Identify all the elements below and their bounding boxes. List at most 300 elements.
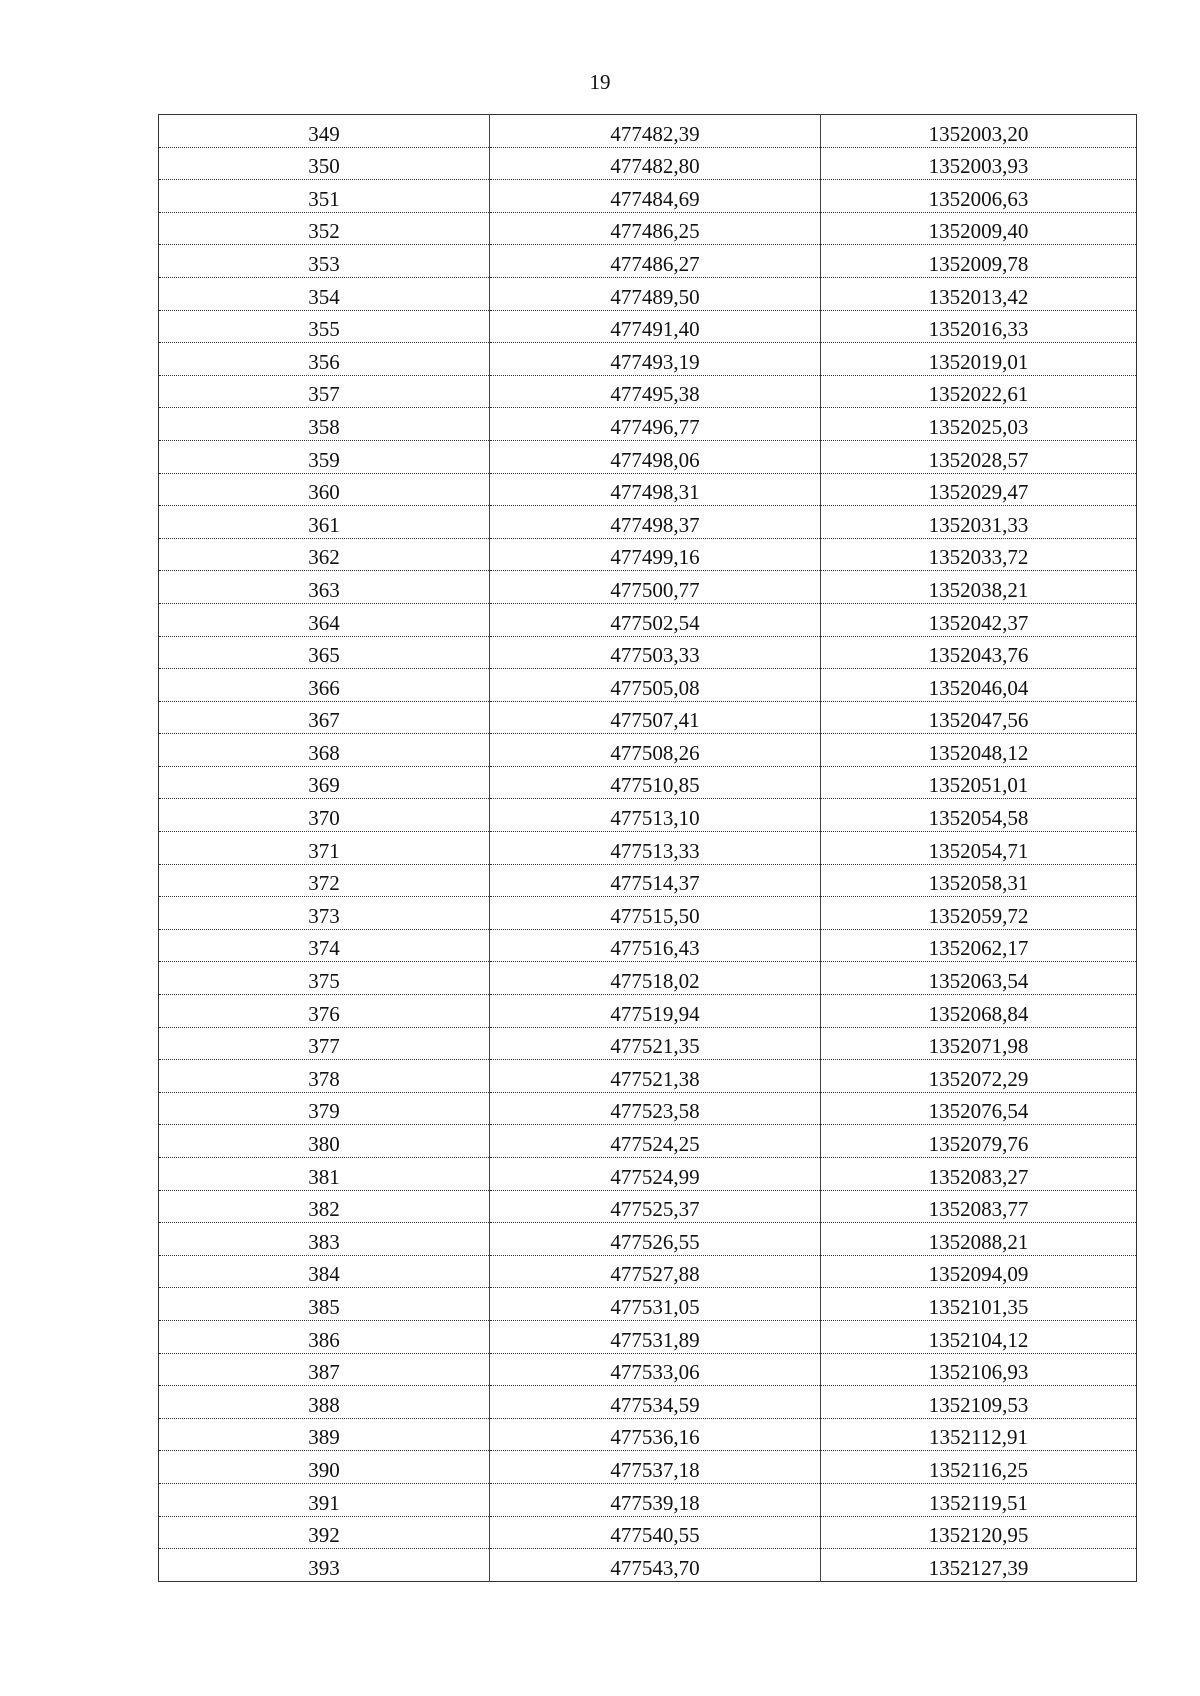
y-coordinate-cell: [821, 995, 1137, 1028]
x-coordinate-text: 477507,41: [610, 708, 700, 733]
point-number-cell: [159, 1223, 490, 1256]
table-row: [159, 343, 1137, 376]
y-coordinate-cell: [821, 1125, 1137, 1158]
y-coordinate-cell: [821, 1483, 1137, 1516]
y-coordinate-cell: [821, 310, 1137, 343]
point-number-cell: [159, 1190, 490, 1223]
point-number-text: 362: [308, 545, 340, 570]
table-row: [159, 1190, 1137, 1223]
point-number-text: 366: [308, 675, 340, 700]
point-number-cell: [159, 636, 490, 669]
coordinates-table-body: [159, 115, 1137, 1582]
point-number-cell: [159, 1320, 490, 1353]
x-coordinate-cell: [490, 408, 821, 441]
y-coordinate-text: 1352116,25: [929, 1457, 1028, 1482]
y-coordinate-cell: [821, 766, 1137, 799]
y-coordinate-cell: [821, 832, 1137, 865]
table-row: [159, 375, 1137, 408]
x-coordinate-cell: [490, 1223, 821, 1256]
y-coordinate-cell: [821, 375, 1137, 408]
y-coordinate-text: 1352009,78: [928, 251, 1029, 276]
point-number-text: 388: [308, 1392, 340, 1417]
table-row: [159, 1483, 1137, 1516]
point-number-text: 390: [308, 1457, 340, 1482]
x-coordinate-text: 477537,18: [610, 1457, 700, 1482]
x-coordinate-text: 477536,16: [610, 1425, 700, 1450]
x-coordinate-cell: [490, 343, 821, 376]
point-number-cell: [159, 212, 490, 245]
table-row: [159, 799, 1137, 832]
y-coordinate-text: 1352062,17: [928, 936, 1029, 961]
x-coordinate-text: 477508,26: [610, 740, 700, 765]
x-coordinate-text: 477496,77: [610, 414, 700, 439]
x-coordinate-cell: [490, 245, 821, 278]
x-coordinate-cell: [490, 212, 821, 245]
point-number-text: 363: [308, 577, 340, 602]
x-coordinate-cell: [490, 929, 821, 962]
point-number-cell: [159, 799, 490, 832]
y-coordinate-text: 1352106,93: [928, 1360, 1029, 1385]
point-number-cell: [159, 897, 490, 930]
x-coordinate-cell: [490, 669, 821, 702]
x-coordinate-cell: [490, 832, 821, 865]
point-number-cell: [159, 506, 490, 539]
y-coordinate-cell: [821, 929, 1137, 962]
point-number-text: 350: [308, 154, 340, 179]
table-row: [159, 1060, 1137, 1093]
point-number-text: 391: [308, 1490, 340, 1515]
y-coordinate-cell: [821, 245, 1137, 278]
y-coordinate-cell: [821, 669, 1137, 702]
y-coordinate-cell: [821, 1386, 1137, 1419]
point-number-cell: [159, 962, 490, 995]
y-coordinate-text: 1352054,58: [928, 806, 1029, 831]
y-coordinate-cell: [821, 1549, 1137, 1582]
y-coordinate-cell: [821, 440, 1137, 473]
x-coordinate-text: 477521,35: [610, 1034, 700, 1059]
x-coordinate-cell: [490, 636, 821, 669]
point-number-text: 379: [308, 1099, 340, 1124]
x-coordinate-cell: [490, 1190, 821, 1223]
y-coordinate-cell: [821, 897, 1137, 930]
y-coordinate-text: 1352019,01: [928, 349, 1029, 374]
x-coordinate-cell: [490, 1320, 821, 1353]
y-coordinate-text: 1352054,71: [928, 838, 1029, 863]
x-coordinate-cell: [490, 766, 821, 799]
y-coordinate-text: 1352068,84: [928, 1001, 1029, 1026]
point-number-text: 354: [308, 284, 340, 309]
x-coordinate-cell: [490, 310, 821, 343]
point-number-cell: [159, 538, 490, 571]
point-number-cell: [159, 929, 490, 962]
y-coordinate-text: 1352009,40: [928, 219, 1029, 244]
y-coordinate-text: 1352022,61: [928, 382, 1029, 407]
page-number: 19: [589, 70, 611, 94]
table-row: [159, 440, 1137, 473]
x-coordinate-text: 477500,77: [610, 577, 700, 602]
point-number-text: 376: [308, 1001, 340, 1026]
x-coordinate-text: 477523,58: [610, 1099, 700, 1124]
table-row: [159, 212, 1137, 245]
table-row: [159, 1288, 1137, 1321]
table-row: [159, 506, 1137, 539]
x-coordinate-cell: [490, 1353, 821, 1386]
point-number-cell: [159, 1386, 490, 1419]
x-coordinate-cell: [490, 375, 821, 408]
x-coordinate-text: 477486,25: [610, 219, 700, 244]
y-coordinate-text: 1352101,35: [928, 1294, 1029, 1319]
point-number-text: 370: [308, 806, 340, 831]
y-coordinate-cell: [821, 701, 1137, 734]
y-coordinate-text: 1352104,12: [928, 1327, 1029, 1352]
point-number-cell: [159, 180, 490, 213]
y-coordinate-text: 1352119,51: [929, 1490, 1028, 1515]
table-row: [159, 1255, 1137, 1288]
y-coordinate-cell: [821, 180, 1137, 213]
x-coordinate-cell: [490, 864, 821, 897]
table-row: [159, 1386, 1137, 1419]
x-coordinate-text: 477521,38: [610, 1066, 700, 1091]
point-number-text: 378: [308, 1066, 340, 1091]
y-coordinate-cell: [821, 147, 1137, 180]
y-coordinate-text: 1352076,54: [928, 1099, 1029, 1124]
x-coordinate-text: 477534,59: [610, 1392, 700, 1417]
point-number-cell: [159, 277, 490, 310]
point-number-cell: [159, 603, 490, 636]
table-row: [159, 408, 1137, 441]
x-coordinate-cell: [490, 1288, 821, 1321]
point-number-cell: [159, 473, 490, 506]
point-number-text: 393: [308, 1555, 340, 1580]
x-coordinate-text: 477484,69: [610, 186, 700, 211]
point-number-cell: [159, 864, 490, 897]
x-coordinate-cell: [490, 799, 821, 832]
point-number-text: 359: [308, 447, 340, 472]
point-number-text: 349: [308, 121, 340, 146]
point-number-text: 355: [308, 317, 340, 342]
x-coordinate-cell: [490, 962, 821, 995]
table-row: [159, 115, 1137, 148]
point-number-text: 356: [308, 349, 340, 374]
x-coordinate-text: 477518,02: [610, 969, 700, 994]
point-number-cell: [159, 571, 490, 604]
x-coordinate-text: 477486,27: [610, 251, 700, 276]
table-row: [159, 310, 1137, 343]
point-number-text: 358: [308, 414, 340, 439]
x-coordinate-text: 477498,06: [610, 447, 700, 472]
y-coordinate-text: 1352112,91: [929, 1425, 1028, 1450]
table-row: [159, 864, 1137, 897]
y-coordinate-text: 1352003,20: [928, 121, 1029, 146]
x-coordinate-cell: [490, 1418, 821, 1451]
point-number-cell: [159, 1158, 490, 1191]
y-coordinate-cell: [821, 1190, 1137, 1223]
table-row: [159, 929, 1137, 962]
x-coordinate-text: 477498,31: [610, 480, 700, 505]
point-number-text: 385: [308, 1294, 340, 1319]
table-row: [159, 245, 1137, 278]
y-coordinate-cell: [821, 799, 1137, 832]
y-coordinate-cell: [821, 1027, 1137, 1060]
x-coordinate-text: 477482,80: [610, 154, 700, 179]
table-row: [159, 147, 1137, 180]
point-number-text: 389: [308, 1425, 340, 1450]
x-coordinate-text: 477498,37: [610, 512, 700, 537]
point-number-cell: [159, 1549, 490, 1582]
point-number-text: 377: [308, 1034, 340, 1059]
y-coordinate-text: 1352016,33: [928, 317, 1029, 342]
y-coordinate-text: 1352079,76: [928, 1132, 1029, 1156]
y-coordinate-text: 1352047,56: [928, 708, 1029, 733]
point-number-text: 381: [308, 1164, 340, 1189]
y-coordinate-text: 1352088,21: [928, 1229, 1029, 1254]
y-coordinate-cell: [821, 1092, 1137, 1125]
x-coordinate-text: 477503,33: [610, 643, 700, 668]
y-coordinate-cell: [821, 636, 1137, 669]
point-number-cell: [159, 701, 490, 734]
y-coordinate-text: 1352042,37: [928, 610, 1029, 635]
table-row: [159, 636, 1137, 669]
point-number-cell: [159, 1451, 490, 1484]
table-row: [159, 1092, 1137, 1125]
y-coordinate-text: 1352083,77: [928, 1197, 1029, 1222]
table-row: [159, 1027, 1137, 1060]
point-number-cell: [159, 245, 490, 278]
y-coordinate-text: 1352127,39: [928, 1555, 1029, 1580]
y-coordinate-text: 1352051,01: [928, 773, 1029, 798]
y-coordinate-cell: [821, 962, 1137, 995]
y-coordinate-text: 1352072,29: [928, 1066, 1029, 1091]
x-coordinate-text: 477539,18: [610, 1490, 700, 1515]
x-coordinate-text: 477531,05: [610, 1294, 700, 1319]
x-coordinate-cell: [490, 701, 821, 734]
x-coordinate-cell: [490, 571, 821, 604]
point-number-text: 371: [308, 838, 340, 863]
point-number-cell: [159, 440, 490, 473]
table-row: [159, 1125, 1137, 1158]
y-coordinate-cell: [821, 115, 1137, 148]
x-coordinate-text: 477526,55: [610, 1229, 700, 1254]
y-coordinate-cell: [821, 1288, 1137, 1321]
x-coordinate-text: 477514,37: [610, 871, 700, 896]
x-coordinate-cell: [490, 1516, 821, 1549]
table-row: [159, 1223, 1137, 1256]
x-coordinate-cell: [490, 1549, 821, 1582]
x-coordinate-text: 477513,10: [610, 806, 700, 831]
y-coordinate-text: 1352109,53: [928, 1392, 1029, 1417]
point-number-cell: [159, 310, 490, 343]
table-row: [159, 180, 1137, 213]
point-number-cell: [159, 1092, 490, 1125]
point-number-cell: [159, 375, 490, 408]
point-number-cell: [159, 766, 490, 799]
x-coordinate-text: 477533,06: [610, 1360, 700, 1385]
y-coordinate-cell: [821, 343, 1137, 376]
y-coordinate-text: 1352083,27: [928, 1164, 1029, 1189]
y-coordinate-text: 1352048,12: [928, 740, 1029, 765]
x-coordinate-cell: [490, 1158, 821, 1191]
point-number-text: 373: [308, 903, 340, 928]
x-coordinate-text: 477531,89: [610, 1327, 700, 1352]
y-coordinate-cell: [821, 1418, 1137, 1451]
y-coordinate-text: 1352006,63: [928, 186, 1029, 211]
y-coordinate-cell: [821, 277, 1137, 310]
x-coordinate-text: 477505,08: [610, 675, 700, 700]
x-coordinate-cell: [490, 603, 821, 636]
x-coordinate-text: 477543,70: [610, 1555, 700, 1580]
point-number-cell: [159, 147, 490, 180]
table-row: [159, 701, 1137, 734]
x-coordinate-text: 477519,94: [610, 1001, 700, 1026]
x-coordinate-cell: [490, 1027, 821, 1060]
table-row: [159, 897, 1137, 930]
x-coordinate-cell: [490, 1451, 821, 1484]
x-coordinate-text: 477499,16: [610, 545, 700, 570]
y-coordinate-cell: [821, 408, 1137, 441]
table-row: [159, 1353, 1137, 1386]
table-row: [159, 1516, 1137, 1549]
y-coordinate-cell: [821, 1158, 1137, 1191]
point-number-text: 364: [308, 610, 340, 635]
x-coordinate-cell: [490, 277, 821, 310]
point-number-text: 351: [308, 186, 340, 211]
x-coordinate-cell: [490, 538, 821, 571]
point-number-text: 382: [308, 1197, 340, 1222]
x-coordinate-cell: [490, 897, 821, 930]
y-coordinate-cell: [821, 1223, 1137, 1256]
table-row: [159, 538, 1137, 571]
point-number-text: 367: [308, 708, 340, 733]
y-coordinate-text: 1352063,54: [928, 969, 1029, 994]
table-row: [159, 571, 1137, 604]
point-number-cell: [159, 1483, 490, 1516]
y-coordinate-text: 1352046,04: [928, 675, 1029, 700]
x-coordinate-text: 477516,43: [610, 936, 700, 961]
point-number-text: 372: [308, 871, 340, 896]
y-coordinate-text: 1352013,42: [928, 284, 1029, 309]
x-coordinate-cell: [490, 1125, 821, 1158]
point-number-text: 375: [308, 969, 340, 994]
point-number-cell: [159, 408, 490, 441]
y-coordinate-text: 1352094,09: [928, 1262, 1029, 1287]
point-number-text: 365: [308, 643, 340, 668]
point-number-text: 361: [308, 512, 340, 537]
point-number-text: 384: [308, 1262, 340, 1287]
point-number-text: 380: [308, 1132, 340, 1156]
point-number-text: 352: [308, 219, 340, 244]
point-number-cell: [159, 1060, 490, 1093]
x-coordinate-cell: [490, 147, 821, 180]
table-row: [159, 603, 1137, 636]
point-number-text: 357: [308, 382, 340, 407]
table-row: [159, 734, 1137, 767]
point-number-text: 368: [308, 740, 340, 765]
y-coordinate-text: 1352120,95: [928, 1523, 1029, 1548]
table-row: [159, 473, 1137, 506]
point-number-cell: [159, 1027, 490, 1060]
y-coordinate-text: 1352028,57: [928, 447, 1029, 472]
point-number-cell: [159, 1516, 490, 1549]
point-number-text: 386: [308, 1327, 340, 1352]
table-row: [159, 1158, 1137, 1191]
point-number-cell: [159, 1255, 490, 1288]
x-coordinate-text: 477510,85: [610, 773, 700, 798]
point-number-cell: [159, 1418, 490, 1451]
coordinates-table: [158, 114, 1137, 1582]
y-coordinate-text: 1352043,76: [928, 643, 1029, 668]
point-number-text: 387: [308, 1360, 340, 1385]
y-coordinate-cell: [821, 1060, 1137, 1093]
x-coordinate-cell: [490, 1255, 821, 1288]
x-coordinate-cell: [490, 1483, 821, 1516]
y-coordinate-text: 1352033,72: [928, 545, 1029, 570]
y-coordinate-cell: [821, 212, 1137, 245]
point-number-cell: [159, 669, 490, 702]
point-number-cell: [159, 343, 490, 376]
point-number-cell: [159, 734, 490, 767]
x-coordinate-text: 477513,33: [610, 838, 700, 863]
point-number-text: 360: [308, 480, 340, 505]
y-coordinate-cell: [821, 506, 1137, 539]
x-coordinate-cell: [490, 1386, 821, 1419]
x-coordinate-text: 477495,38: [610, 382, 700, 407]
x-coordinate-cell: [490, 473, 821, 506]
y-coordinate-text: 1352029,47: [928, 480, 1029, 505]
table-row: [159, 766, 1137, 799]
point-number-cell: [159, 1288, 490, 1321]
table-row: [159, 669, 1137, 702]
y-coordinate-cell: [821, 734, 1137, 767]
y-coordinate-text: 1352058,31: [928, 871, 1029, 896]
x-coordinate-cell: [490, 1092, 821, 1125]
table-row: [159, 1451, 1137, 1484]
table-row: [159, 995, 1137, 1028]
point-number-cell: [159, 1125, 490, 1158]
x-coordinate-text: 477515,50: [610, 903, 700, 928]
y-coordinate-cell: [821, 1451, 1137, 1484]
y-coordinate-cell: [821, 1255, 1137, 1288]
point-number-cell: [159, 1353, 490, 1386]
x-coordinate-text: 477493,19: [610, 349, 700, 374]
table-row: [159, 1320, 1137, 1353]
y-coordinate-text: 1352059,72: [928, 903, 1029, 928]
point-number-text: 369: [308, 773, 340, 798]
point-number-text: 392: [308, 1523, 340, 1548]
x-coordinate-text: 477525,37: [610, 1197, 700, 1222]
point-number-cell: [159, 115, 490, 148]
x-coordinate-cell: [490, 115, 821, 148]
y-coordinate-cell: [821, 538, 1137, 571]
x-coordinate-text: 477527,88: [610, 1262, 700, 1287]
table-row: [159, 1418, 1137, 1451]
point-number-cell: [159, 832, 490, 865]
y-coordinate-text: 1352003,93: [928, 154, 1029, 179]
y-coordinate-cell: [821, 1516, 1137, 1549]
y-coordinate-text: 1352071,98: [928, 1034, 1029, 1059]
point-number-text: 383: [308, 1229, 340, 1254]
x-coordinate-text: 477489,50: [610, 284, 700, 309]
y-coordinate-text: 1352025,03: [928, 414, 1029, 439]
table-row: [159, 277, 1137, 310]
y-coordinate-cell: [821, 603, 1137, 636]
x-coordinate-cell: [490, 734, 821, 767]
y-coordinate-text: 1352038,21: [928, 577, 1029, 602]
table-row: [159, 962, 1137, 995]
x-coordinate-cell: [490, 180, 821, 213]
x-coordinate-text: 477491,40: [610, 317, 700, 342]
x-coordinate-text: 477502,54: [610, 610, 700, 635]
table-row: [159, 1549, 1137, 1582]
